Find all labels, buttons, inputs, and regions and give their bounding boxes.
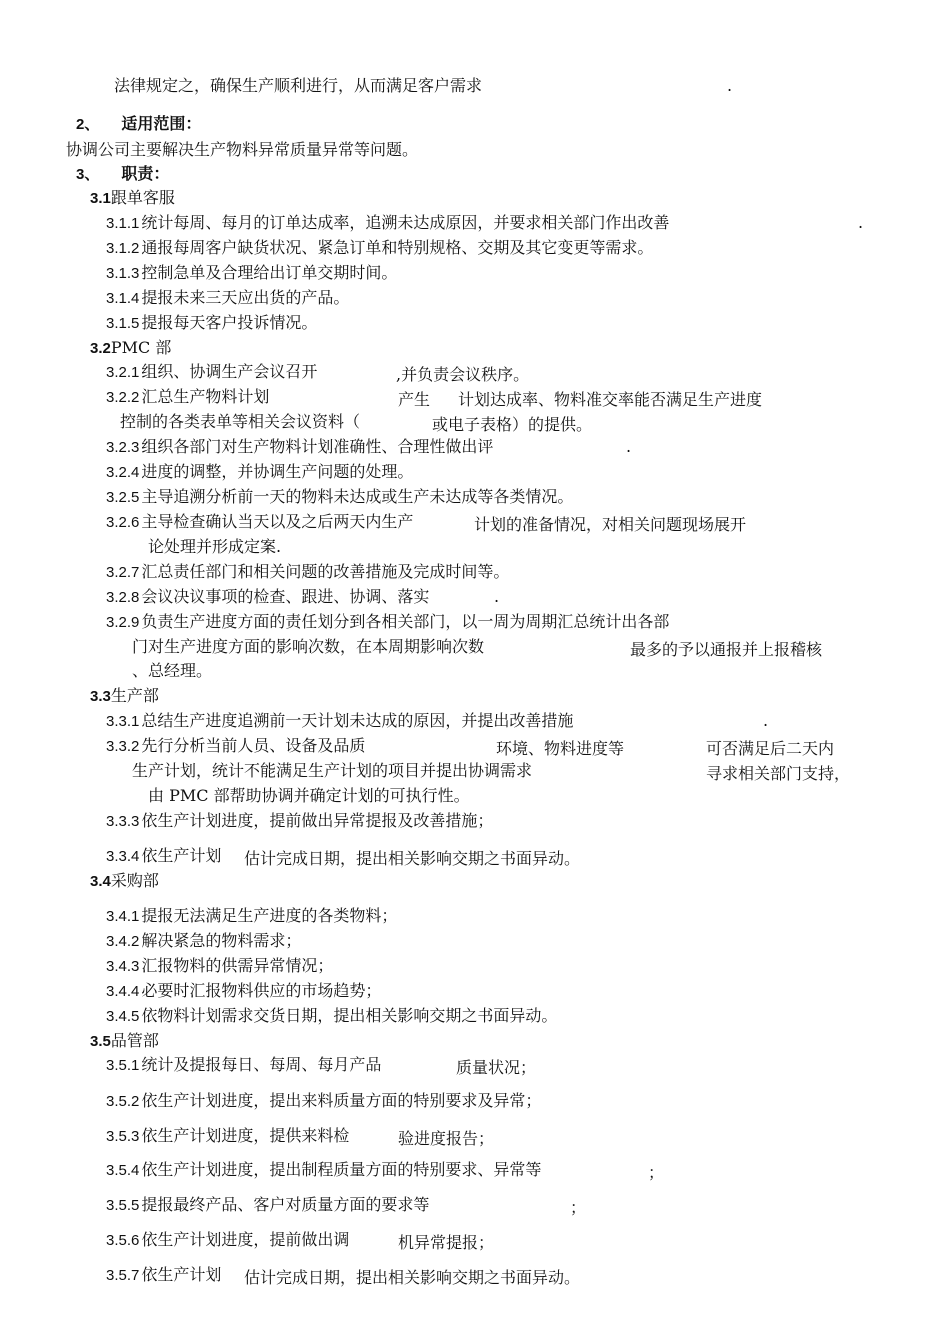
item-3-2-5: [106, 487, 573, 507]
item-3-3-1: [106, 711, 573, 731]
item-number: 3.3.3: [106, 813, 140, 830]
item-3-1-2: [106, 238, 653, 258]
item-number: 3.4.5: [106, 1008, 140, 1025]
item-3-2-7: [106, 562, 509, 582]
section-2-number: 2、: [76, 116, 100, 133]
item-text: 提报未来三天应出货的产品。: [141, 288, 350, 307]
item-text: 提报每天客户投诉情况。: [141, 313, 318, 332]
item-3-2-2: [106, 387, 269, 407]
item-text-cont: 估计完成日期，提出相关影响交期之书面异动。: [244, 849, 581, 868]
item-3-3-2-cont: [132, 761, 532, 781]
item-number: 3.2.8: [106, 589, 140, 606]
item-number: 3.5.4: [106, 1162, 140, 1179]
item-3-2-9: [106, 612, 669, 632]
item-text: 依生产计划进度，提出制程质量方面的特别要求、异常等: [141, 1160, 542, 1179]
item-number: 3.2.5: [106, 489, 140, 506]
item-text: 总结生产进度追溯前一天计划未达成的原因，并提出改善措施: [141, 711, 574, 730]
section-2-title: 适用范围：: [121, 114, 202, 133]
item-tail: .: [763, 711, 769, 730]
item-tail: .: [494, 587, 500, 606]
item-3-2-9-cont: [132, 637, 484, 657]
item-3-4-2: [106, 931, 301, 951]
item-text: 依物料计划需求交货日期，提出相关影响交期之书面异动。: [141, 1006, 558, 1025]
subsection-3-3-heading: [90, 686, 159, 706]
subsection-number: 3.2: [90, 340, 111, 357]
subsection-3-5-heading: [90, 1031, 159, 1051]
item-text: 通报每周客户缺货状况、紧急订单和特别规格、交期及其它变更等需求。: [141, 238, 654, 257]
item-text: 主导追溯分析前一天的物料未达成或生产未达成等各类情况。: [141, 487, 574, 506]
subsection-3-4-heading: [90, 871, 159, 891]
item-text: 统计及提报每日、每周、每月产品: [141, 1055, 382, 1074]
item-3-2-4: [106, 462, 413, 482]
item-number: 3.5.6: [106, 1232, 140, 1249]
item-number: 3.4.3: [106, 958, 140, 975]
item-text-cont: 寻求相关部门支持，: [706, 764, 851, 783]
item-number: 3.2.9: [106, 614, 140, 631]
item-3-4-3: [106, 956, 333, 976]
item-3-2-3: [106, 437, 493, 457]
item-text: 依生产计划进度，提前做出调: [141, 1230, 350, 1249]
item-tail: ；: [648, 1163, 665, 1182]
item-number: 3.2.4: [106, 464, 140, 481]
item-text: 汇总生产物料计划: [141, 387, 270, 406]
section-3-number: 3、: [76, 166, 100, 183]
item-text-cont: 质量状况；: [456, 1058, 537, 1077]
item-number: 3.3.4: [106, 848, 140, 865]
item-3-1-5: [106, 313, 317, 333]
item-3-2-6: [106, 512, 413, 532]
item-tail: ；: [570, 1198, 587, 1217]
intro-line: [114, 76, 482, 96]
item-number: 3.1.1: [106, 215, 140, 232]
item-text-cont: 最多的予以通报并上报稽核: [630, 640, 823, 659]
item-number: 3.5.1: [106, 1057, 140, 1074]
item-3-2-2-cont: [120, 412, 360, 432]
item-text: 汇总责任部门和相关问题的改善措施及完成时间等。: [141, 562, 510, 581]
item-text: 必要时汇报物料供应的市场趋势；: [141, 981, 382, 1000]
item-text: 依生产计划: [141, 846, 222, 865]
subsection-title: 跟单客服: [110, 188, 175, 207]
item-3-3-3: [106, 811, 493, 831]
item-number: 3.3.1: [106, 713, 140, 730]
section-3-heading: [76, 164, 169, 184]
item-3-3-4: [106, 846, 221, 866]
item-number: 3.4.1: [106, 908, 140, 925]
item-3-1-3: [106, 263, 397, 283]
item-text: 依生产计划进度，提前做出异常提报及改善措施；: [141, 811, 494, 830]
subsection-title: 采购部: [110, 871, 159, 890]
item-3-2-8: [106, 587, 429, 607]
item-text-cont: 可否满足后二天内: [706, 739, 835, 758]
item-text: 汇报物料的供需异常情况；: [141, 956, 334, 975]
item-3-5-7: [106, 1265, 221, 1285]
item-3-4-1: [106, 906, 397, 926]
item-text-cont: 机异常提报；: [398, 1233, 495, 1252]
item-number: 3.4.4: [106, 983, 140, 1000]
item-number: 3.1.4: [106, 290, 140, 307]
subsection-title: 品管部: [110, 1031, 159, 1050]
item-text: 组织各部门对生产物料计划准确性、合理性做出评: [141, 437, 494, 456]
subsection-number: 3.4: [90, 873, 111, 890]
item-tail: .: [858, 213, 864, 232]
item-text: 门对生产进度方面的影响次数，在本周期影响次数: [132, 637, 485, 656]
item-text: 统计每周、每月的订单达成率，追溯未达成原因，并要求相关部门作出改善: [141, 213, 670, 232]
item-number: 3.5.3: [106, 1128, 140, 1145]
item-text: 负责生产进度方面的责任划分到各相关部门，以一周为周期汇总统计出各部: [141, 612, 670, 631]
section-3-title: 职责：: [121, 164, 170, 183]
item-number: 3.1.5: [106, 315, 140, 332]
item-3-2-6-cont: 论处理并形成定案.: [148, 537, 282, 556]
item-number: 3.1.3: [106, 265, 140, 282]
item-text: 依生产计划进度，提出来料质量方面的特别要求及异常；: [141, 1091, 542, 1110]
item-3-5-5: [106, 1195, 429, 1215]
item-text-cont: 产生: [398, 390, 431, 409]
item-number: 3.1.2: [106, 240, 140, 257]
item-text-cont: 计划达成率、物料准交率能否满足生产进度: [458, 390, 763, 409]
item-text: 解决紧急的物料需求；: [141, 931, 302, 950]
item-text: 组织、协调生产会议召开: [141, 362, 318, 381]
item-number: 3.2.6: [106, 514, 140, 531]
item-3-3-2-cont2: 由 PMC 部帮助协调并确定计划的可执行性。: [148, 786, 470, 805]
item-text-cont: 计划的准备情况，对相关问题现场展开: [474, 515, 747, 534]
item-text: 控制的各类表单等相关会议资料（: [120, 412, 361, 431]
intro-tail: .: [727, 76, 733, 95]
item-3-5-2: [106, 1091, 541, 1111]
subsection-number: 3.5: [90, 1033, 111, 1050]
item-3-5-3: [106, 1126, 349, 1146]
subsection-3-1-heading: [90, 188, 175, 208]
item-text: 进度的调整，并协调生产问题的处理。: [141, 462, 414, 481]
item-text: 依生产计划: [141, 1265, 222, 1284]
item-text: 会议决议事项的检查、跟进、协调、落实: [141, 587, 430, 606]
item-text-cont: ,并负责会议秩序。: [396, 365, 530, 384]
item-number: 3.2.3: [106, 439, 140, 456]
item-text-cont: 环境、物料进度等: [496, 739, 625, 758]
subsection-number: 3.1: [90, 190, 111, 207]
item-text: 控制急单及合理给出订单交期时间。: [141, 263, 398, 282]
item-text-cont: 或电子表格）的提供。: [432, 415, 593, 434]
subsection-number: 3.3: [90, 688, 111, 705]
item-3-5-1: [106, 1055, 381, 1075]
item-3-4-5: [106, 1006, 557, 1026]
intro-text: 法律规定之，确保生产顺利进行，从而满足客户需求: [114, 76, 483, 95]
subsection-title: 生产部: [110, 686, 159, 705]
item-3-3-2: [106, 736, 365, 756]
item-text: 提报最终产品、客户对质量方面的要求等: [141, 1195, 430, 1214]
item-tail: .: [626, 437, 632, 456]
item-text-cont: 验进度报告；: [398, 1129, 495, 1148]
item-text-cont: 估计完成日期，提出相关影响交期之书面异动。: [244, 1268, 581, 1287]
item-3-2-1: [106, 362, 317, 382]
subsection-3-2-heading: [90, 338, 171, 358]
item-number: 3.5.5: [106, 1197, 140, 1214]
item-3-2-9-cont2: 、总经理。: [132, 661, 213, 680]
subsection-title: PMC 部: [110, 338, 172, 357]
item-text: 主导检查确认当天以及之后两天内生产: [141, 512, 414, 531]
item-number: 3.2.7: [106, 564, 140, 581]
item-3-5-6: [106, 1230, 349, 1250]
item-3-1-4: [106, 288, 349, 308]
item-text: 生产计划，统计不能满足生产计划的项目并提出协调需求: [132, 761, 533, 780]
item-number: 3.2.2: [106, 389, 140, 406]
item-3-5-4: [106, 1160, 541, 1180]
section-2-body: 协调公司主要解决生产物料异常质量异常等问题。: [66, 140, 419, 159]
item-text: 提报无法满足生产进度的各类物料；: [141, 906, 398, 925]
item-3-1-1: [106, 213, 669, 233]
item-number: 3.4.2: [106, 933, 140, 950]
item-number: 3.5.2: [106, 1093, 140, 1110]
item-text: 依生产计划进度，提供来料检: [141, 1126, 350, 1145]
item-number: 3.5.7: [106, 1267, 140, 1284]
item-number: 3.2.1: [106, 364, 140, 381]
item-text: 先行分析当前人员、设备及品质: [141, 736, 366, 755]
section-2-heading: [76, 114, 201, 134]
item-3-4-4: [106, 981, 381, 1001]
item-number: 3.3.2: [106, 738, 140, 755]
